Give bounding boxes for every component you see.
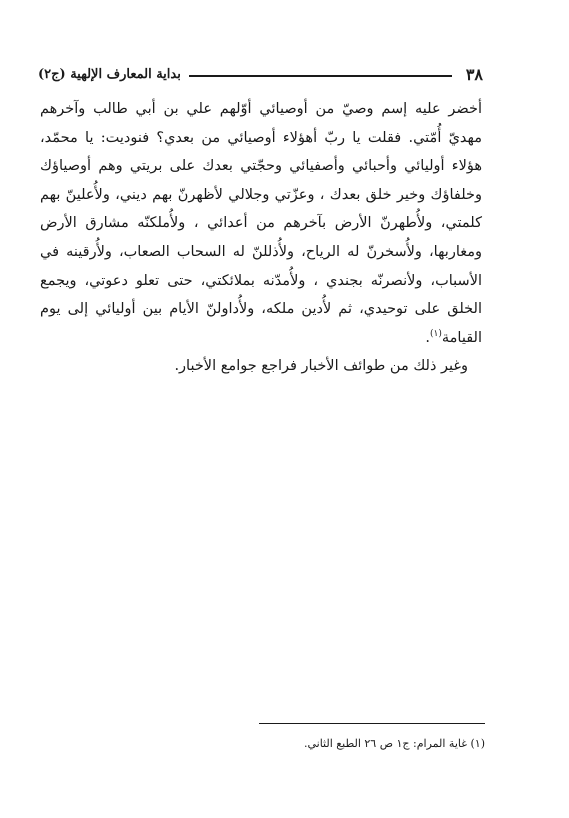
page-number: ٣٨ bbox=[465, 65, 483, 84]
main-text bbox=[40, 95, 482, 381]
paragraph: وغير ذلك من طوائف الأخبار فراجع جوامع الأخبار. bbox=[174, 358, 468, 375]
footnote-rule bbox=[259, 723, 485, 724]
paragraph bbox=[40, 95, 482, 352]
footnote-marker: (١) bbox=[430, 328, 442, 339]
paragraph-text: أخضر عليه إسم وصيّ من أوصيائي أوّلهم علي بن أبي طالب وآخرهم مهديّ أُمّتي. فقلت يا ربّ أهؤلاء أوصيائي من بعدي؟ فنوديت: يا محمّد، هؤلاء أوليائي وأحبائي وأصفيائي وحجّتي بعدك على بريتي وهم أوصياؤك وخلفاؤك وخير خلق بعدك ، وعزّتي وجلالي لأظهرنّ بهم ديني، ولأُعلينّ بهم كلمتي، ولأُطهرنّ الأرض بآخرهم من أعدائي ، ولأُملكنّه مشارق الأرض ومغاربها، ولأُسخرنّ له الرياح، ولأُذللنّ له السحاب الصعاب، ولأُرقينه في الأسباب، ولأنصرنّه بجندي ، ولأُمدّنه بملائكتي، حتى تعلو دعوتي، ويجمع الخلق على توحيدي، ثم لأُدين ملكه، ولأُداولنّ الأيام بين أوليائي إلى يوم القيامة bbox=[40, 101, 482, 346]
paragraph-end: . bbox=[425, 329, 430, 346]
book-title: بداية المعارف الإلهية (ج٢) bbox=[38, 67, 181, 82]
header-rule bbox=[189, 75, 452, 77]
running-header bbox=[38, 60, 483, 84]
footnote: (١) غاية المرام: ج١ ص ٢٦ الطبع الثاني. bbox=[303, 737, 485, 750]
